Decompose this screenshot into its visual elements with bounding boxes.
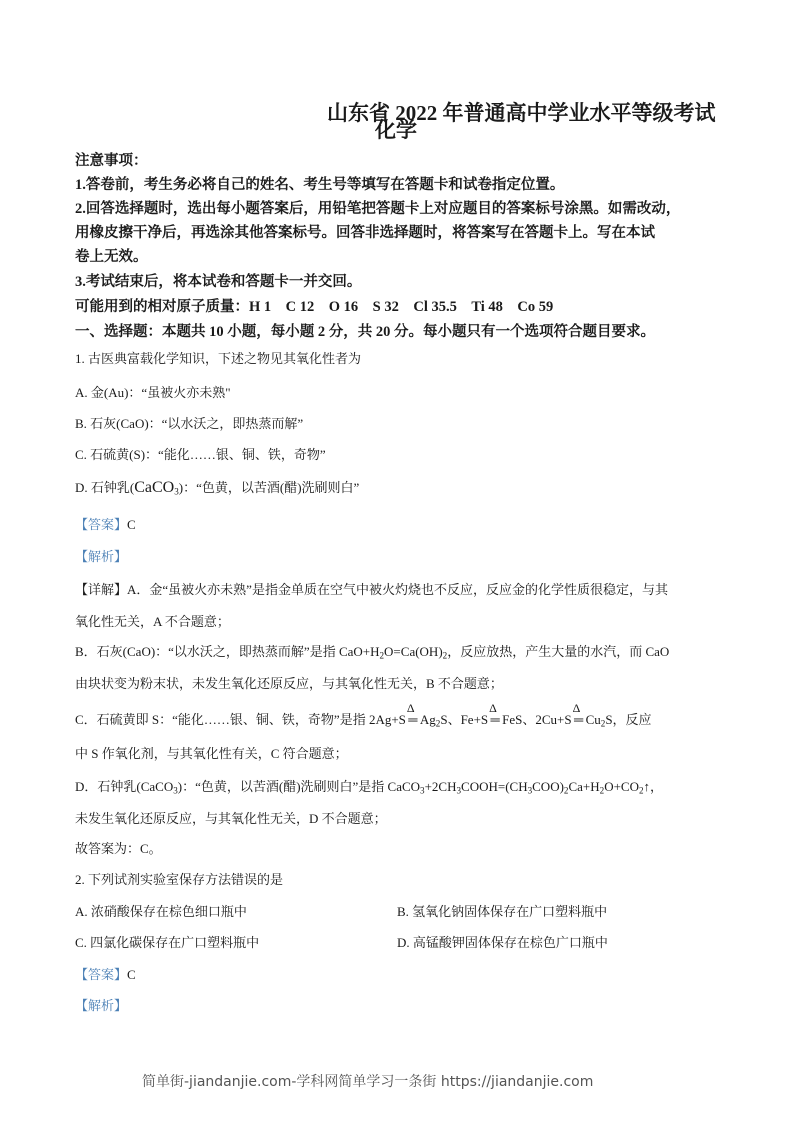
q1-option-a: A. 金(Au)：“虽被火亦未熟" <box>75 385 231 400</box>
q2-option-b: B. 氢氧化钠固体保存在广口塑料瓶中 <box>397 904 608 919</box>
q1-detail-a-line1: 【详解】A．金“虽被火亦未熟”是指金单质在空气中被火灼烧也不反应，反应金的化学性质很稳定，与其 <box>75 582 668 597</box>
q1-conclusion: 故答案为：C。 <box>75 841 162 856</box>
q1-detail-b-line1: B．石灰(CaO)：“以水沃之，即热蒸而解”是指 $CaO+H_2O=Ca(OH)_2$，反应放热，产生大量的水汽，而 CaO <box>75 644 670 661</box>
q1-detail-d-line1: D．石钟乳(CaCO$_3$)：“色黄，以苦酒(醋)洗刷则白”是指 $CaCO_3+2CH_3COOH=(CH_3COO)_2Ca+H_2O+CO_2↑$， <box>75 779 664 796</box>
q2-analysis-tag: 【解析】 <box>75 998 128 1013</box>
q2-stem: 2. 下列试剂实验室保存方法错误的是 <box>75 872 284 887</box>
q1-option-b: B. 石灰(CaO)：“以水沃之，即热蒸而解” <box>75 416 304 431</box>
heat-condition: Δ ═ <box>406 701 418 727</box>
heat-condition: Δ ═ <box>489 701 500 727</box>
q2-option-a: A. 浓硝酸保存在棕色细口瓶中 <box>75 904 247 919</box>
q1-answer: 【答案】C <box>75 517 136 532</box>
answer-tag: 【答案】 <box>75 517 128 532</box>
footer-watermark: 简单街-jiandanjie.com-学科网简单学习一条街 https://jiandanjie.com <box>142 1074 594 1090</box>
subject-title: 化学 <box>375 118 417 142</box>
q1-stem: 1. 古医典富载化学知识，下述之物见其氧化性者为 <box>75 351 362 366</box>
q1-option-d: D. 石钟乳(CaCO$_3$)：“色黄，以苦酒(醋)洗刷则白” <box>75 479 360 497</box>
notes-heading: 注意事项： <box>75 153 148 169</box>
q2-answer: 【答案】C <box>75 967 136 982</box>
q1-detail-c-line1: C．石硫黄即 S：“能化……银、铜、铁，奇物”是指 2Ag+S Δ ═ $Ag_2S$、Fe+S Δ ═ FeS、2Cu+S Δ ═ $Cu_2S$，反应 <box>75 701 652 729</box>
q1-option-c: C. 石硫黄(S)：“能化……银、铜、铁，奇物” <box>75 447 326 462</box>
note-item: 卷上无效。 <box>75 249 148 265</box>
heat-condition: Δ ═ <box>572 701 584 727</box>
section-heading: 一、选择题：本题共 10 小题，每小题 2 分，共 20 分。每小题只有一个选项符合题目要求。 <box>75 324 655 340</box>
note-item: 1.答卷前，考生务必将自己的姓名、考生号等填写在答题卡和试卷指定位置。 <box>75 177 565 193</box>
answer-tag: 【答案】 <box>75 967 128 982</box>
exam-title: 山东省 2022 年普通高中学业水平等级考试 <box>327 101 716 125</box>
q2-option-c: C. 四氯化碳保存在广口塑料瓶中 <box>75 935 260 950</box>
note-item: 3.考试结束后，将本试卷和答题卡一并交回。 <box>75 274 362 290</box>
q1-detail-a-line2: 氧化性无关，A 不合题意； <box>75 614 230 629</box>
q1-detail-c-line2: 中 S 作氧化剂，与其氧化性有关，C 符合题意； <box>75 746 348 761</box>
note-item: 用橡皮擦干净后，再选涂其他答案标号。回答非选择题时，将答案写在答题卡上。写在本试 <box>75 225 655 241</box>
q1-analysis-tag: 【解析】 <box>75 549 128 564</box>
q1-detail-b-line2: 由块状变为粉末状，未发生氧化还原反应，与其氧化性无关，B 不合题意； <box>75 676 503 691</box>
q2-option-d: D. 高锰酸钾固体保存在棕色广口瓶中 <box>397 935 608 950</box>
note-item: 2.回答选择题时，选出每小题答案后，用铅笔把答题卡上对应题目的答案标号涂黑。如需改动， <box>75 201 681 217</box>
atomic-masses: 可能用到的相对原子质量：H 1 C 12 O 16 S 32 Cl 35.5 Ti 48 Co 59 <box>75 299 554 315</box>
q1-detail-d-line2: 未发生氧化还原反应，与其氧化性无关，D 不合题意； <box>75 811 387 826</box>
